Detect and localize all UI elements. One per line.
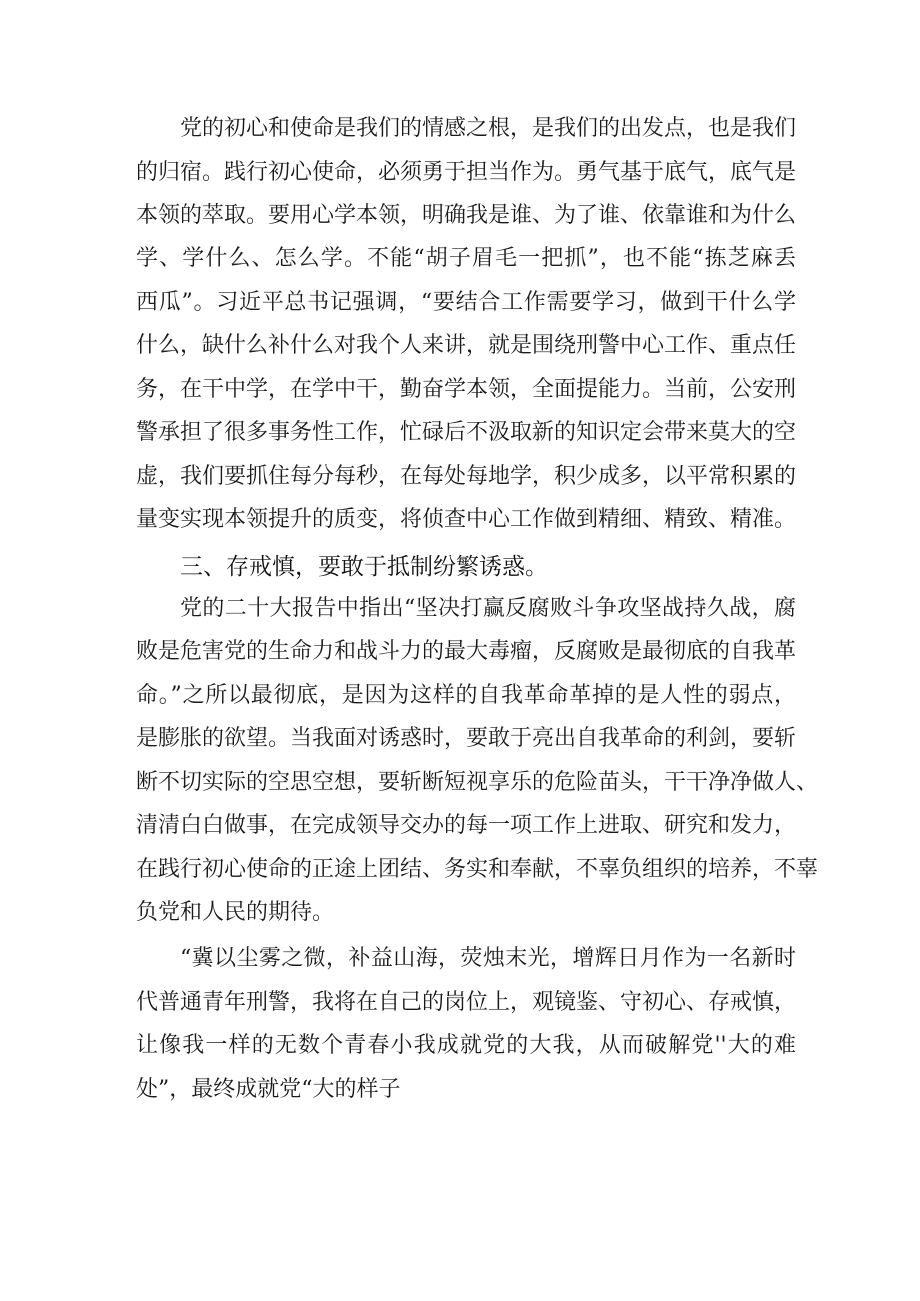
paragraph1-line-10: 量变实现本领提升的质变，将侦查中心工作做到精细、精致、精准。 (136, 507, 797, 532)
paragraph3-line-2: 代普通青年刑警，我将在自己的岗位上，观镜鉴、守初心、存戒慎， (136, 990, 797, 1015)
paragraph2-line-4: 是膨胀的欲望。当我面对诱惑时，要敢于亮出自我革命的利剑，要斩 (136, 726, 797, 751)
paragraph1-line-6: 什么，缺什么补什么对我个人来讲，就是围绕刑警中心工作、重点任 (136, 333, 797, 358)
paragraph1-line-4: 学、学什么、怎么学。不能“胡子眉毛一把抓”，也不能“拣芝麻丢 (136, 246, 796, 271)
paragraph1-line-5: 西瓜”。习近平总书记强调，“要结合工作需要学习，做到干什么学 (136, 290, 796, 315)
paragraph2-line-6: 清清白白做事，在完成领导交办的每一项工作上进取、研究和发力， (136, 813, 797, 838)
paragraph1-line-8: 警承担了很多事务性工作，忙碌后不汲取新的知识定会带来莫大的空 (136, 420, 797, 445)
paragraph2-line-3: 命。”之所以最彻底，是因为这样的自我革命革掉的是人性的弱点， (136, 683, 796, 708)
paragraph2-line-8: 负党和人民的期待。 (136, 900, 335, 925)
paragraph1-line-7: 务，在干中学，在学中干，勤奋学本领，全面提能力。当前，公安刑 (136, 377, 797, 402)
section-heading: 三、存戒慎，要敢于抵制纷繁诱惑。 (180, 554, 548, 580)
paragraph1-line-1: 党的初心和使命是我们的情感之根，是我们的出发点，也是我们 (180, 116, 797, 141)
paragraph3-line-3: 让像我一样的无数个青春小我成就党的大我，从而破解党''大的难 (136, 1033, 796, 1058)
paragraph2-line-2: 败是危害党的生命力和战斗力的最大毒瘤，反腐败是最彻底的自我革 (136, 639, 797, 664)
paragraph1-line-3: 本领的萃取。要用心学本领，明确我是谁、为了谁、依靠谁和为什么 (136, 203, 797, 228)
paragraph2-line-5: 断不切实际的空思空想，要斩断短视享乐的危险苗头，干干净净做人、 (136, 770, 819, 795)
paragraph3-line-4: 处”，最终成就党“大的样子 (136, 1077, 401, 1102)
paragraph2-line-1: 党的二十大报告中指出“坚决打赢反腐败斗争攻坚战持久战，腐 (180, 596, 796, 621)
paragraph1-line-2: 的归宿。践行初心使命，必须勇于担当作为。勇气基于底气，底气是 (136, 160, 797, 185)
paragraph1-line-9: 虚，我们要抓住每分每秒，在每处每地学，积少成多，以平常积累的 (136, 464, 797, 489)
paragraph3-line-1: “冀以尘雾之微，补益山海，荧烛末光，增辉日月作为一名新时 (180, 946, 796, 971)
paragraph2-line-7: 在践行初心使命的正途上团结、务实和奉献，不辜负组织的培养，不辜 (136, 857, 819, 882)
